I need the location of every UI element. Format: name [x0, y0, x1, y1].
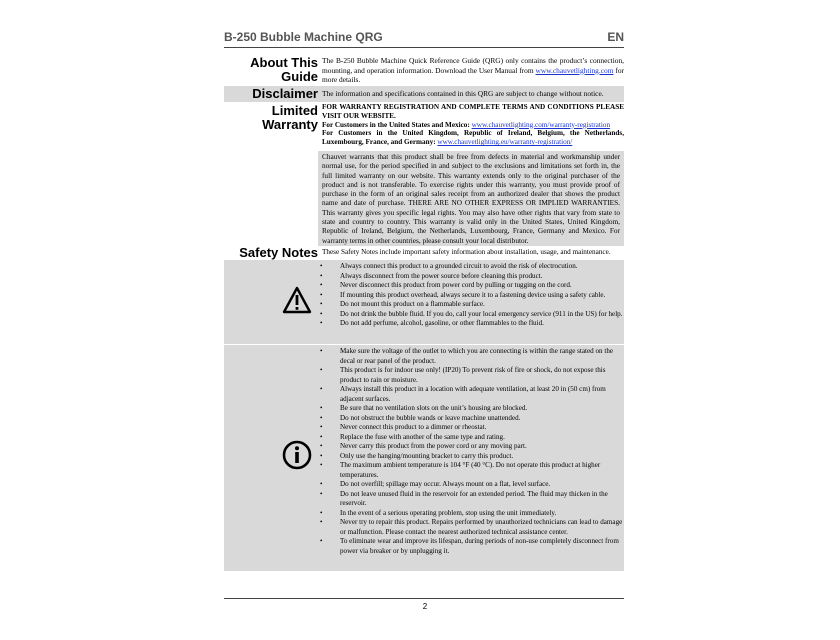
- safety-list-item: [318, 262, 624, 272]
- safety-list-item: [318, 452, 624, 462]
- safety-item-text: Never try to repair this product. Repairs performed by unauthorized technicians can lead to damage or malfunction. Please contact the nearest authorized technical assistance center.: [340, 518, 623, 536]
- safety-list-item: [318, 310, 624, 320]
- safety-item-text: If mounting this product overhead, always secure it to a fastening device using a safety cable.: [340, 290, 606, 299]
- bullet-icon: •: [320, 366, 323, 374]
- safety-list-item: [318, 414, 624, 424]
- bullet-icon: •: [320, 461, 323, 469]
- warranty-body: Chauvet warrants that this product shall be free from defects in material and workmanship under normal use, for the period specified in and subject to the exclusions and limitations set forth in, the full limited warranty on our website. This warranty extends only to the original purchaser of the product and is not transferable. To exercise rights under this warranty, you must provide proof of purchase in the form of an original sales receipt from an authorized dealer that shows the product name and date of purchase. THERE ARE NO OTHER EXPRESS OR IMPLIED WARRANTIES. This warranty gives you specific legal rights. You may also have other rights that vary from state to state and country to country. This warranty is valid only in the United States, United Kingdom, Republic of Ireland, Belgium, the Netherlands, Luxembourg, France, Germany and Mexico. For warranty terms in other countries, please consult your local distributor.: [318, 151, 624, 246]
- safety-item-text: To eliminate wear and improve its lifespan, during periods of non-use completely disconnect from power via breaker or by unplugging it.: [340, 537, 619, 555]
- bullet-icon: •: [320, 262, 323, 270]
- safety-list-item: [318, 347, 624, 366]
- bullet-icon: •: [320, 300, 323, 308]
- bullet-icon: •: [320, 385, 323, 393]
- warranty-us-line: [322, 121, 624, 130]
- bullet-icon: •: [320, 404, 323, 412]
- bullet-icon: •: [320, 423, 323, 431]
- safety-item-text: Replace the fuse with another of the same type and rating.: [340, 432, 505, 441]
- bullet-icon: •: [320, 347, 323, 355]
- safety-item-text: Make sure the voltage of the outlet to which you are connecting is within the range stated on the decal or rear panel of the product.: [340, 347, 614, 365]
- safety-list-item: [318, 509, 624, 519]
- warning-list: [318, 260, 624, 344]
- bullet-icon: •: [320, 489, 323, 498]
- safety-list-item: [318, 366, 624, 385]
- safety-item-text: Always connect this product to a grounded circuit to avoid the risk of electrocution.: [340, 262, 578, 270]
- about-body-end: for more details.: [322, 65, 624, 85]
- safety-list-item: [318, 461, 624, 480]
- safety-list-item: [318, 272, 624, 282]
- safety-list-item: [318, 319, 624, 329]
- safety-item-text: Always install this product in a location with adequate ventilation, at least 20 in (50 cm) from adjacent surfaces.: [340, 385, 606, 403]
- info-list: [318, 345, 624, 571]
- warranty-label-line2: Warranty: [262, 117, 318, 132]
- page-number: 2: [422, 602, 428, 611]
- about-label-line1: About This: [250, 55, 318, 70]
- bullet-icon: •: [320, 442, 323, 450]
- bullet-icon: •: [320, 309, 323, 318]
- safety-item-text: Never carry this product from the power cord or any moving part.: [340, 442, 527, 450]
- warranty-section-label: [224, 104, 318, 132]
- about-body: The B-250 Bubble Machine Quick Reference Guide (QRG) only contains the product’s connection, mounting, and operation information. Download the User Manual from: [322, 56, 624, 75]
- about-website-link[interactable]: www.chauvetlighting.com: [535, 65, 614, 75]
- disclaimer-label-cell: [224, 86, 318, 102]
- info-circle-icon: [282, 440, 312, 470]
- warranty-registration: [322, 103, 624, 147]
- safety-item-text: Never disconnect this product from power cord by pulling or tugging on the cord.: [340, 281, 572, 289]
- about-label-line2: Guide: [281, 69, 318, 84]
- safety-item-text: Be sure that no ventilation slots on the unit’s housing are blocked.: [340, 404, 528, 412]
- warning-triangle-icon: [282, 286, 312, 314]
- safety-list-item: [318, 291, 624, 301]
- warranty-heading: FOR WARRANTY REGISTRATION AND COMPLETE TERMS AND CONDITIONS PLEASE VISIT OUR WEBSITE.: [322, 103, 624, 120]
- safety-item-text: Do not obstruct the bubble wands or leave machine unattended.: [340, 413, 521, 422]
- about-section-label: [224, 56, 318, 84]
- safety-item-text: In the event of a serious operating problem, stop using the unit immediately.: [340, 508, 557, 517]
- safety-item-text: Do not add perfume, alcohol, gasoline, or other flammables to the fluid.: [340, 319, 544, 327]
- safety-item-text: Never connect this product to a dimmer or rheostat.: [340, 423, 487, 431]
- bullet-icon: •: [320, 480, 323, 488]
- safety-list-item: [318, 490, 624, 509]
- disclaimer-text: The information and specifications contained in this QRG are subject to change without notice.: [318, 86, 624, 102]
- warranty-uk-link[interactable]: www.chauvetlighting.eu/warranty-registration/: [437, 138, 573, 147]
- warranty-uk-line: [322, 129, 624, 147]
- safety-list-item: [318, 433, 624, 443]
- safety-item-text: Only use the hanging/mounting bracket to carry this product.: [340, 451, 514, 460]
- bullet-icon: •: [320, 451, 323, 460]
- safety-item-text: The maximum ambient temperature is 104 °F (40 °C). Do not operate this product at higher temperatures.: [340, 461, 601, 479]
- document-title: B-250 Bubble Machine QRG: [224, 30, 383, 44]
- safety-list-item: [318, 404, 624, 414]
- warranty-us-link[interactable]: www.chauvetlighting.com/warranty-registration: [471, 120, 611, 129]
- safety-item-text: Do not drink the bubble fluid. If you do, call your local emergency service (911 in the US) for help.: [340, 309, 623, 318]
- page-header: [224, 30, 624, 48]
- safety-list-item: [318, 518, 624, 537]
- language-code: EN: [607, 30, 624, 44]
- bullet-icon: •: [320, 508, 323, 517]
- warranty-label-line1: Limited: [271, 103, 318, 118]
- warning-icon-cell: [224, 260, 318, 344]
- safety-item-text: This product is for indoor use only! (IP20) To prevent risk of fire or shock, do not expose this product to rain or moisture.: [340, 366, 606, 384]
- safety-list-item: [318, 281, 624, 291]
- bullet-icon: •: [320, 281, 323, 289]
- bullet-icon: •: [320, 413, 323, 422]
- safety-item-text: Always disconnect from the power source before cleaning this product.: [340, 271, 543, 280]
- bullet-icon: •: [320, 271, 323, 280]
- safety-list-item: [318, 480, 624, 490]
- safety-list-item: [318, 442, 624, 452]
- footer-rule: [224, 598, 624, 599]
- safety-item-text: Do not overfill; spillage may occur. Always mount on a flat, level surface.: [340, 480, 551, 488]
- bullet-icon: •: [320, 290, 323, 299]
- safety-list-item: [318, 300, 624, 310]
- safety-list-item: [318, 385, 624, 404]
- safety-list-item: [318, 423, 624, 433]
- warranty-uk-prefix: For Customers in the United Kingdom, Republic of Ireland, Belgium, the Netherlands, Luxembourg, France, and Germany:: [322, 129, 624, 147]
- bullet-icon: •: [320, 518, 323, 526]
- bullet-icon: •: [320, 432, 323, 441]
- disclaimer-label: Disclaimer: [252, 86, 318, 101]
- safety-item-text: Do not leave unused fluid in the reservoir for an extended period. The fluid may thicken in the reservoir.: [340, 489, 608, 507]
- bullet-icon: •: [320, 319, 323, 327]
- warranty-us-prefix: For Customers in the United States and Mexico:: [322, 120, 472, 129]
- about-text: [322, 56, 624, 85]
- info-icon-cell: [224, 345, 318, 571]
- safety-list-item: [318, 537, 624, 556]
- safety-intro: These Safety Notes include important safety information about installation, usage, and maintenance.: [322, 248, 611, 256]
- safety-item-text: Do not mount this product on a flammable surface.: [340, 300, 485, 308]
- safety-section-label: Safety Notes: [239, 245, 318, 260]
- bullet-icon: •: [320, 537, 323, 545]
